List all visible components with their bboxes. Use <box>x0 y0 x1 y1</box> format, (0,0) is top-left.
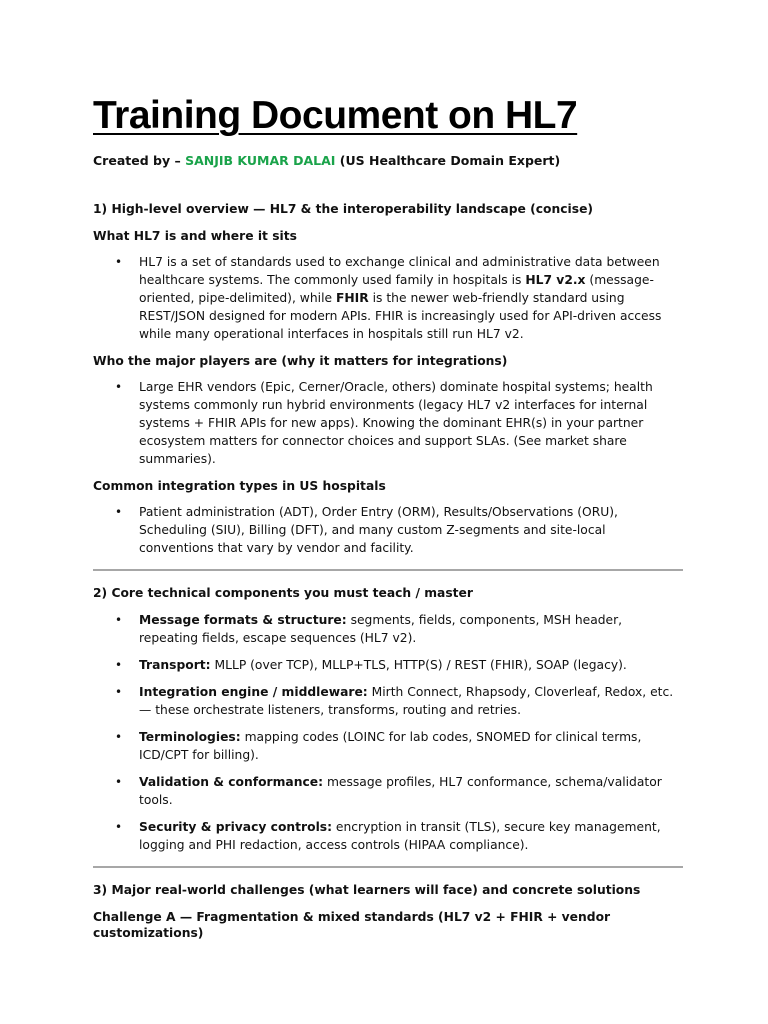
section-1-sub-integration-types: Common integration types in US hospitals <box>93 479 386 493</box>
bullet-icon: • <box>115 255 123 269</box>
section-1-list-1 <box>93 253 683 343</box>
document-page <box>93 93 683 941</box>
bullet-icon: • <box>115 613 123 627</box>
list-item: • Security & privacy controls: encryption in transit (TLS), secure key management, logging and PHI redaction, access controls (HIPAA compliance). <box>115 820 661 852</box>
bullet-icon: • <box>115 685 123 699</box>
list-item: • Patient administration (ADT), Order Entry (ORM), Results/Observations (ORU), Scheduling (SIU), Billing (DFT), and many custom Z-segments and site-local conventions that vary by vendor and facility. <box>115 505 618 555</box>
section-2-heading: 2) Core technical components you must teach / master <box>93 586 473 600</box>
section-3-heading: 3) Major real-world challenges (what learners will face) and concrete solutions <box>93 883 641 897</box>
section-2-list <box>93 611 683 854</box>
byline-suffix: (US Healthcare Domain Expert) <box>339 153 561 168</box>
list-item: • Terminologies: mapping codes (LOINC for lab codes, SNOMED for clinical terms, ICD/CPT for billing). <box>115 730 642 762</box>
section-1-sub-major-players: Who the major players are (why it matters for integrations) <box>93 354 508 368</box>
section-1-list-2 <box>93 378 683 468</box>
section-1-sub-what-hl7: What HL7 is and where it sits <box>93 229 297 243</box>
section-1-list-3 <box>93 503 683 557</box>
list-item: • HL7 is a set of standards used to exchange clinical and administrative data between healthcare systems. The commonly used family in hospitals is HL7 v2.x (message-oriented, pipe-delimited), while FHIR is the newer web-friendly standard using REST/JSON designed for modern APIs. FHIR is increasingly used for API-driven access while many operational interfaces in hospitals still run HL7 v2. <box>115 255 662 341</box>
byline-author: SANJIB KUMAR DALAI <box>185 153 336 168</box>
list-item: • Validation & conformance: message profiles, HL7 conformance, schema/validator tools. <box>115 775 662 807</box>
bullet-icon: • <box>115 820 123 834</box>
bullet-icon: • <box>115 775 123 789</box>
byline <box>93 153 683 169</box>
section-divider <box>93 569 683 571</box>
section-divider <box>93 866 683 868</box>
section-3-challenge-a: Challenge A — Fragmentation & mixed standards (HL7 v2 + FHIR + vendor customizations) <box>93 910 611 940</box>
bullet-icon: • <box>115 730 123 744</box>
bullet-icon: • <box>115 380 123 394</box>
list-item: • Integration engine / middleware: Mirth Connect, Rhapsody, Cloverleaf, Redox, etc. — these orchestrate listeners, transforms, routing and retries. <box>115 685 674 717</box>
byline-prefix: Created by – <box>93 153 181 168</box>
document-title: Training Document on HL7 <box>93 94 578 137</box>
section-1-heading: 1) High-level overview — HL7 & the interoperability landscape (concise) <box>93 202 594 216</box>
list-item: • Transport: MLLP (over TCP), MLLP+TLS, HTTP(S) / REST (FHIR), SOAP (legacy). <box>115 658 627 672</box>
list-item: • Message formats & structure: segments, fields, components, MSH header, repeating fields, escape sequences (HL7 v2). <box>115 613 623 645</box>
list-item: • Large EHR vendors (Epic, Cerner/Oracle, others) dominate hospital systems; health systems commonly run hybrid environments (legacy HL7 v2 interfaces for internal systems + FHIR APIs for new apps). Knowing the dominant EHR(s) in your partner ecosystem matters for connector choices and support SLAs. (See market share summaries). <box>115 380 653 466</box>
bullet-icon: • <box>115 658 123 672</box>
bullet-icon: • <box>115 505 123 519</box>
